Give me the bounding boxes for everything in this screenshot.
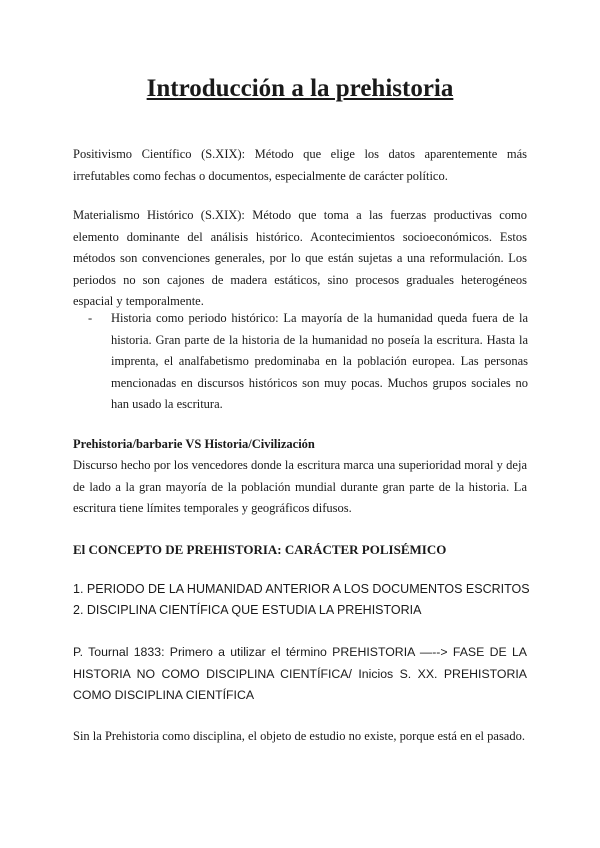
section-heading-concepto: El CONCEPTO DE PREHISTORIA: CARÁCTER POLISÉMICO xyxy=(73,542,447,557)
list-item: 1. PERIODO DE LA HUMANIDAD ANTERIOR A LOS DOCUMENTOS ESCRITOS xyxy=(73,582,530,596)
paragraph-discurso: Discurso hecho por los vencedores donde la escritura marca una superioridad moral y deja de lado a la gran mayoría de la población mundial durante gran parte de la historia. La escritura tiene límites temporales y geográficos difusos. xyxy=(73,458,527,515)
paragraph-tournal: P. Tournal 1833: Primero a utilizar el término PREHISTORIA —--> FASE DE LA HISTORIA NO COMO DISCIPLINA CIENTÍFICA/ Inicios S. XX. PREHISTORIA COMO DISCIPLINA CIENTÍFICA xyxy=(73,645,527,702)
subheading-prehistoria: Prehistoria/barbarie VS Historia/Civilización xyxy=(73,437,315,451)
definition-list xyxy=(73,579,530,621)
paragraph-conclusion: Sin la Prehistoria como disciplina, el objeto de estudio no existe, porque está en el pasado. xyxy=(73,729,525,743)
bullet-dash: - xyxy=(88,311,93,325)
list-item: 2. DISCIPLINA CIENTÍFICA QUE ESTUDIA LA PREHISTORIA xyxy=(73,603,422,617)
paragraph-materialismo: Materialismo Histórico (S.XIX): Método que toma a las fuerzas productivas como elemento dominante del análisis histórico. Acontecimientos socioeconómicos. Estos métodos son convenciones generales, por lo que están sujetas a una reformulación. Los periodos no son cajones de madera estáticos, sino procesos graduales heterogéneos espacial y temporalmente. xyxy=(73,208,527,308)
page-title: Introducción a la prehistoria xyxy=(146,75,454,102)
bullet-text-historia: Historia como periodo histórico: La mayoría de la humanidad queda fuera de la historia. Gran parte de la historia de la humanidad no poseía la escritura. Hasta la imprenta, el analfabetismo predominaba en la población europea. Las personas mencionadas en discursos históricos son muy pocas. Muchos grupos sociales no han usado la escritura. xyxy=(111,311,528,411)
paragraph-positivismo: Positivismo Científico (S.XIX): Método que elige los datos aparentemente más irrefutables como fechas o documentos, especialmente de carácter político. xyxy=(73,147,527,183)
